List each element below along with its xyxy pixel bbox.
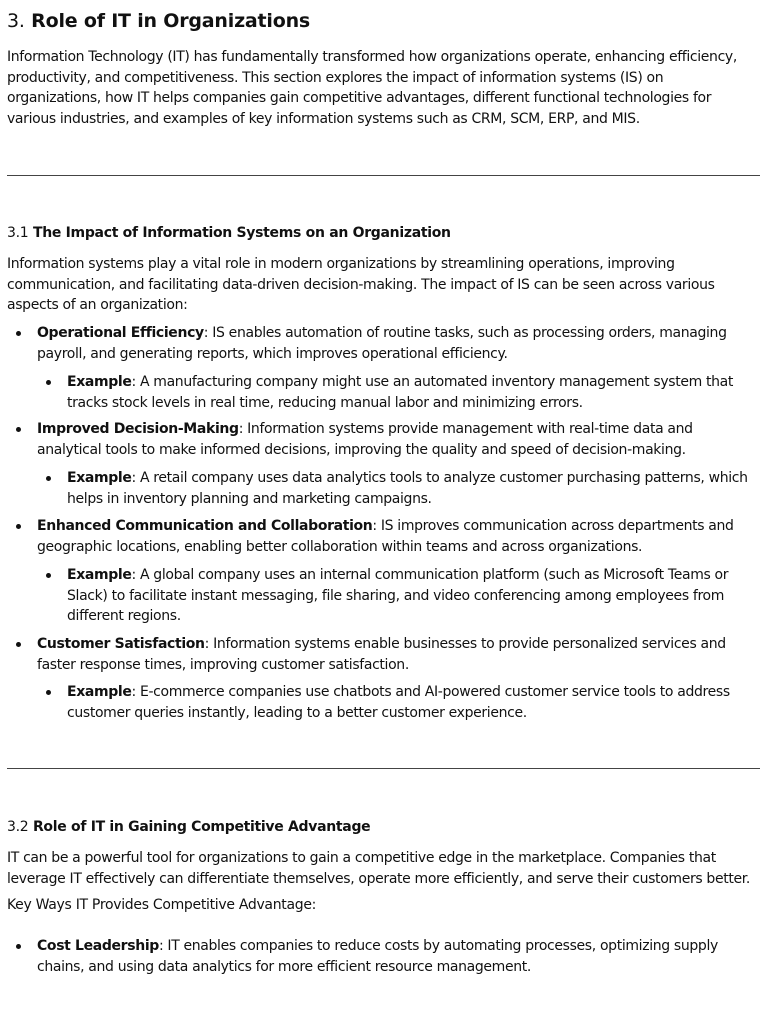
item-text: : IS enables automation of routine tasks, such as processing orders, managing payroll, and generating reports, which improves operational efficiency. (37, 325, 727, 362)
example-text: : A global company uses an internal communication platform (such as Microsoft Teams or Slack) to facilitate instant messaging, file sharing, and video conferencing among employees from different regions. (67, 567, 729, 624)
example-text: : A manufacturing company might use an automated inventory management system that tracks stock levels in real time, reducing manual labor and minimizing errors. (67, 374, 734, 411)
section-3-1-intro: Information systems play a vital role in modern organizations by streamlining operations, improving communication, and facilitating data-driven decision-making. The impact of IS can be seen across various aspects of an organization: (7, 256, 715, 313)
bullet-icon (46, 380, 51, 385)
item-term: Enhanced Communication and Collaboration (37, 518, 373, 534)
section-3-1-heading (7, 225, 451, 241)
item-text: : Information systems provide management with real-time data and analytical tools to make informed decisions, improving the quality and speed of decision-making. (37, 421, 693, 458)
key-ways-heading: Key Ways IT Provides Competitive Advantage: (7, 897, 317, 913)
list-item (7, 419, 761, 460)
list-item (7, 936, 761, 977)
bullet-icon (16, 642, 21, 647)
list-item (7, 516, 761, 557)
list-item (7, 634, 761, 675)
section-3-2-title: Role of IT in Gaining Competitive Advantage (32, 819, 371, 835)
example-label: Example (67, 470, 132, 486)
divider (7, 768, 760, 769)
bullet-icon (46, 476, 51, 481)
bullet-icon (16, 944, 21, 949)
section-3-intro: Information Technology (IT) has fundamentally transformed how organizations operate, enhancing efficiency, productivity, and competitiveness. This section explores the impact of information systems (IS) on organizations, how IT helps companies gain competitive advantages, different functional technologies for various industries, and examples of key information systems such as CRM, SCM, ERP, and MIS. (7, 49, 737, 127)
section-3-heading (7, 10, 310, 32)
list-item (7, 323, 761, 364)
section-3-2-heading (7, 819, 370, 835)
section-3-2-number: 3.2 (7, 819, 29, 835)
example-label: Example (67, 374, 132, 390)
example-text: : A retail company uses data analytics tools to analyze customer purchasing patterns, which helps in inventory planning and marketing campaigns. (67, 470, 748, 507)
item-term: Customer Satisfaction (37, 636, 205, 652)
example-label: Example (67, 684, 132, 700)
item-term: Improved Decision-Making (37, 421, 239, 437)
example-label: Example (67, 567, 132, 583)
item-text: : IT enables companies to reduce costs by automating processes, optimizing supply chains, and using data analytics for more efficient resource management. (37, 938, 718, 975)
bullet-icon (16, 331, 21, 336)
item-term: Operational Efficiency (37, 325, 204, 341)
divider (7, 175, 760, 176)
section-3-number: 3. (7, 10, 25, 32)
bullet-icon (46, 690, 51, 695)
item-text: : IS improves communication across departments and geographic locations, enabling better collaboration within teams and across organizations. (37, 518, 734, 555)
section-3-1-number: 3.1 (7, 225, 29, 241)
item-term: Cost Leadership (37, 938, 159, 954)
list-subitem (7, 682, 761, 723)
example-text: : E-commerce companies use chatbots and AI-powered customer service tools to address customer queries instantly, leading to a better customer experience. (67, 684, 730, 721)
section-3-title: Role of IT in Organizations (31, 10, 311, 32)
list-subitem (7, 468, 761, 509)
section-3-2-intro: IT can be a powerful tool for organizations to gain a competitive edge in the marketplace. Companies that leverage IT effectively can differentiate themselves, operate more efficiently, and serve their customers better. (7, 850, 750, 887)
bullet-icon (16, 427, 21, 432)
bullet-icon (16, 524, 21, 529)
list-subitem (7, 565, 761, 627)
bullet-icon (46, 573, 51, 578)
section-3-1-title: The Impact of Information Systems on an Organization (32, 225, 451, 241)
item-text: : Information systems enable businesses to provide personalized services and faster response times, improving customer satisfaction. (37, 636, 726, 673)
list-subitem (7, 372, 761, 413)
